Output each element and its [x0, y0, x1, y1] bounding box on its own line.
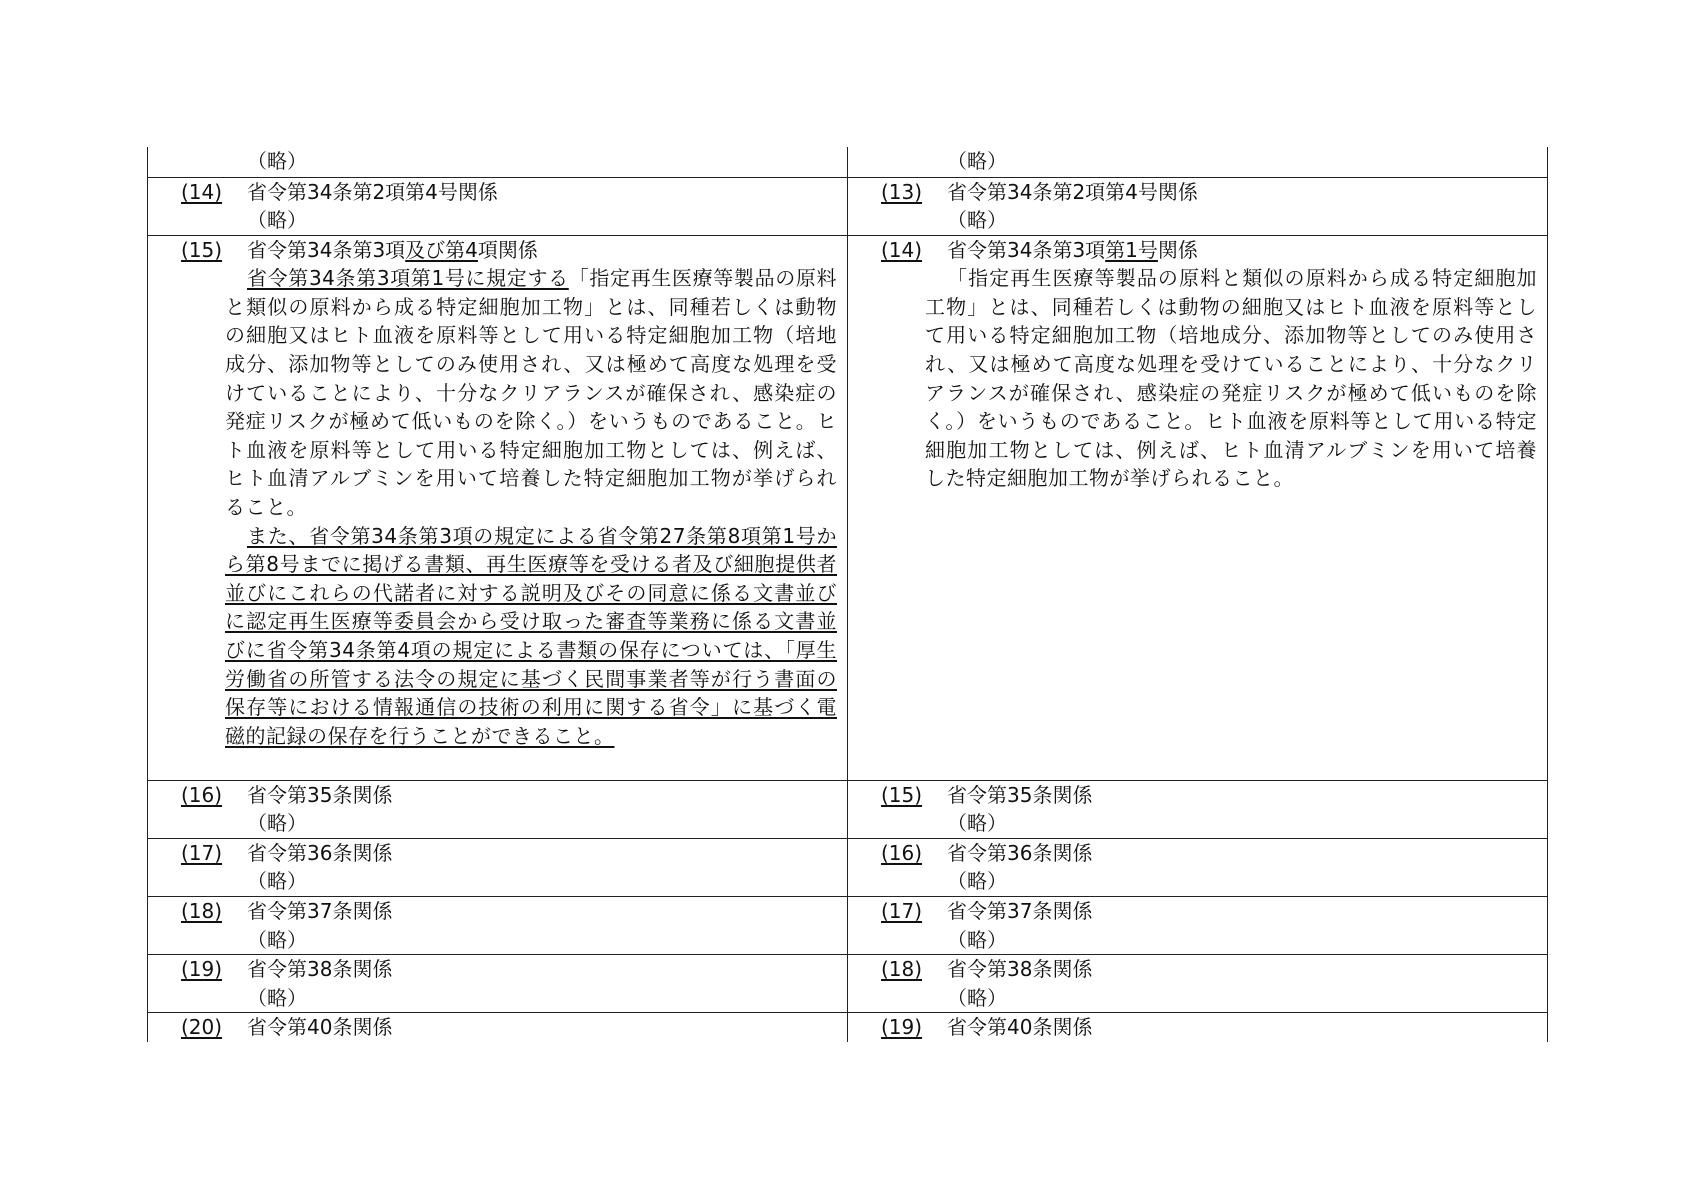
- omitted-text: （略）: [947, 927, 1007, 952]
- item-number: (16): [881, 840, 923, 865]
- paragraph-added: また、省令第34条第3項の規定による省令第27条第8項第1号から第8号までに掲げる書類、再生医療等を受ける者及び細胞提供者並びにこれらの代諾者に対する説明及びその同意に係る文書並びに認定再生医療等委員会から受け取った審査等業務に係る文書並びに省令第34条第4項の規定による書類の保存については、「厚生労働省の所管する法令の規定に基づく民間事業者等が行う書面の保存等における情報通信の技術の利用に関する省令」に基づく電磁的記録の保存を行うことができること。: [225, 523, 837, 748]
- item-number: (17): [881, 899, 923, 924]
- left-cell: [148, 235, 848, 780]
- omitted-text: （略）: [247, 208, 307, 233]
- item-number: (14): [881, 237, 923, 262]
- omitted-text: （略）: [247, 869, 307, 894]
- item-title: 省令第34条第3項第1号関係: [947, 237, 1198, 262]
- paragraph: 「指定再生医療等製品の原料と類似の原料から成る特定細胞加工物」とは、同種若しくは動物の細胞又はヒト血液を原料等として用いる特定細胞加工物（培地成分、添加物等としてのみ使用され、又は極めて高度な処理を受けていることにより、十分なクリアランスが確保され、感染症の発症リスクが極めて低いものを除く。）をいうものであること。ヒト血液を原料等として用いる特定細胞加工物としては、例えば、ヒト血清アルブミンを用いて培養した特定細胞加工物が挙げられること。: [925, 266, 1537, 491]
- item-number: (18): [881, 957, 923, 982]
- item-title: 省令第38条関係: [247, 957, 393, 982]
- omitted-text: （略）: [947, 208, 1007, 233]
- table-row: [148, 780, 1548, 838]
- right-cell: [848, 177, 1548, 235]
- omitted-text: （略）: [947, 149, 1007, 173]
- right-cell: [848, 838, 1548, 896]
- item-title: 省令第37条関係: [247, 899, 393, 924]
- left-cell: [148, 780, 848, 838]
- left-cell: [148, 1013, 848, 1042]
- omitted-text: （略）: [247, 985, 307, 1010]
- item-number: (19): [181, 957, 223, 982]
- left-cell: [148, 147, 848, 177]
- table-row: [148, 838, 1548, 896]
- item-number: (16): [181, 782, 223, 807]
- item-title: 省令第34条第3項及び第4項関係: [247, 237, 538, 262]
- table-row: [148, 177, 1548, 235]
- item-number: (15): [881, 782, 923, 807]
- item-title: 省令第37条関係: [947, 899, 1093, 924]
- item-number: (20): [181, 1015, 223, 1040]
- omitted-text: （略）: [947, 869, 1007, 894]
- omitted-text: （略）: [947, 985, 1007, 1010]
- left-cell: [148, 897, 848, 955]
- right-cell: [848, 780, 1548, 838]
- omitted-text: （略）: [247, 149, 307, 173]
- item-title: 省令第35条関係: [947, 782, 1093, 807]
- item-number: (14): [181, 179, 223, 204]
- paragraph: 省令第34条第3項第1号に規定する「指定再生医療等製品の原料と類似の原料から成る特定細胞加工物」とは、同種若しくは動物の細胞又はヒト血液を原料等として用いる特定細胞加工物（培地成分、添加物等としてのみ使用され、又は極めて高度な処理を受けていることにより、十分なクリアランスが確保され、感染症の発症リスクが極めて低いものを除く。）をいうものであること。ヒト血液を原料等として用いる特定細胞加工物としては、例えば、ヒト血清アルブミンを用いて培養した特定細胞加工物が挙げられること。: [225, 266, 838, 520]
- item-title: 省令第34条第2項第4号関係: [247, 179, 498, 204]
- item-title: 省令第35条関係: [247, 782, 393, 807]
- table-row: [148, 955, 1548, 1013]
- item-number: (13): [881, 179, 923, 204]
- item-title: 省令第34条第2項第4号関係: [947, 179, 1198, 204]
- omitted-text: （略）: [947, 811, 1007, 836]
- comparison-table: [147, 147, 1548, 1042]
- table-row: [148, 147, 1548, 177]
- left-cell: [148, 177, 848, 235]
- right-cell: [848, 1013, 1548, 1042]
- table-row: [148, 235, 1548, 780]
- table-row: [148, 897, 1548, 955]
- item-title: 省令第36条関係: [947, 840, 1093, 865]
- right-cell: [848, 147, 1548, 177]
- item-title: 省令第36条関係: [247, 840, 393, 865]
- item-title: 省令第40条関係: [947, 1015, 1093, 1040]
- left-cell: [148, 838, 848, 896]
- right-cell: [848, 897, 1548, 955]
- omitted-text: （略）: [247, 927, 307, 952]
- right-cell: [848, 955, 1548, 1013]
- item-number: (18): [181, 899, 223, 924]
- item-number: (19): [881, 1015, 923, 1040]
- right-cell: [848, 235, 1548, 780]
- item-number: (15): [181, 237, 223, 262]
- item-title: 省令第38条関係: [947, 957, 1093, 982]
- left-cell: [148, 955, 848, 1013]
- item-title: 省令第40条関係: [247, 1015, 393, 1040]
- omitted-text: （略）: [247, 811, 307, 836]
- table-row: [148, 1013, 1548, 1042]
- item-number: (17): [181, 840, 223, 865]
